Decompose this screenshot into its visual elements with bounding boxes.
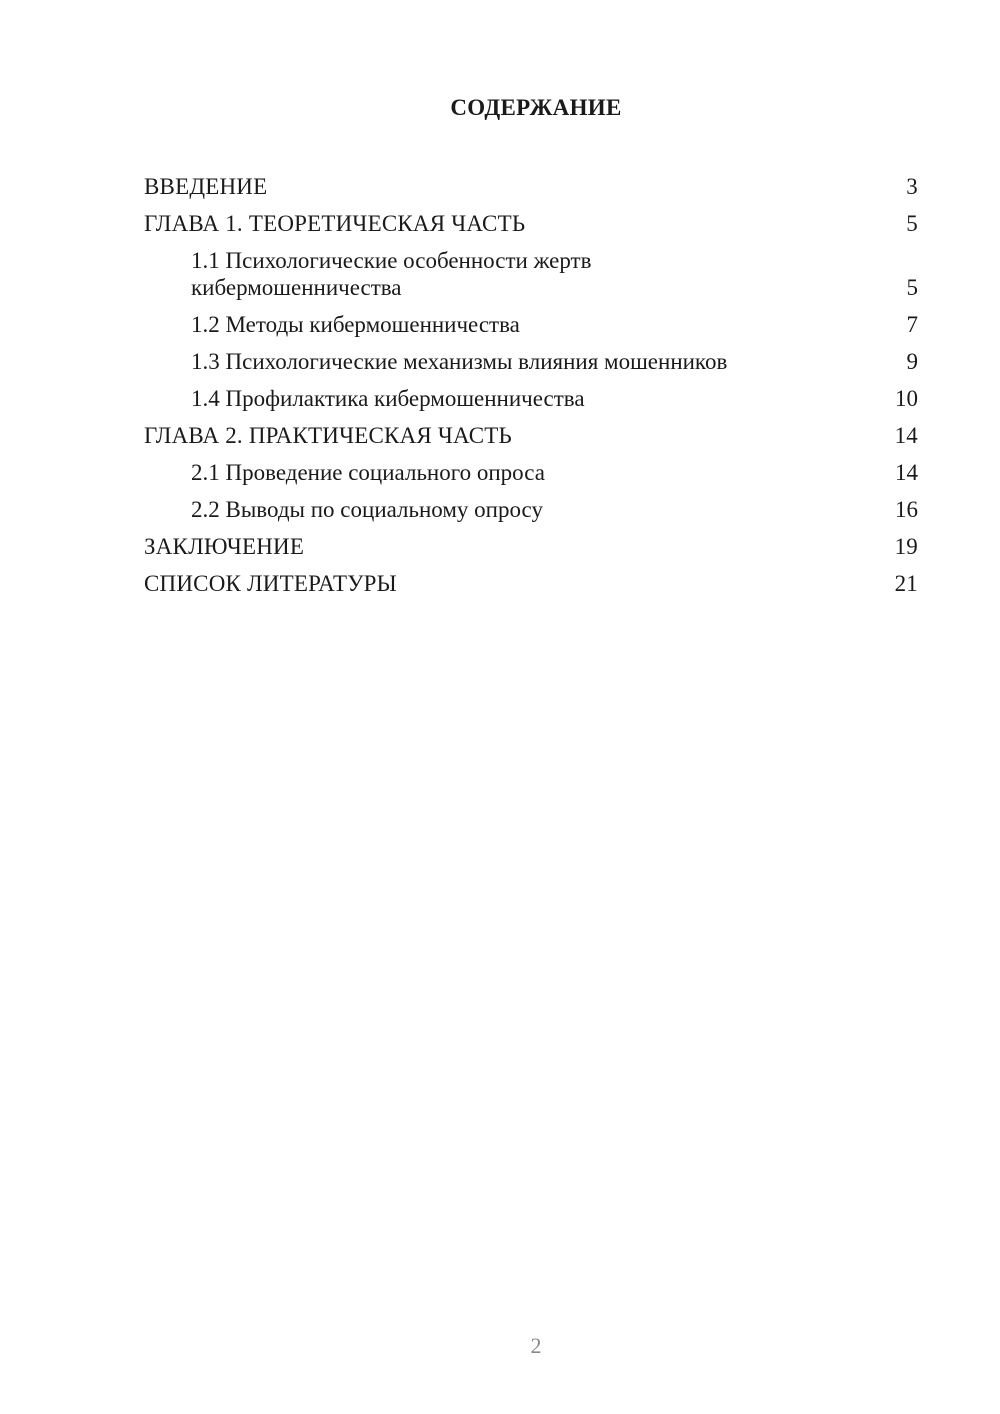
toc-entry-section-1-2[interactable]: [144, 306, 918, 343]
toc-entry-references[interactable]: [144, 565, 918, 602]
toc-heading: СОДЕРЖАНИЕ: [450, 95, 622, 120]
toc-entry-introduction[interactable]: [144, 168, 918, 205]
toc-entry-page: 7: [906, 312, 918, 337]
toc-entry-title: 1.2 Методы кибермошенничества: [191, 312, 520, 337]
toc-entry-section-1-1[interactable]: [144, 242, 918, 306]
toc-entry-page: 5: [906, 275, 918, 300]
toc-entry-chapter-1[interactable]: [144, 205, 918, 242]
toc-entry-conclusion[interactable]: [144, 528, 918, 565]
toc-entry-page: 5: [906, 211, 918, 236]
toc-entry-section-2-1[interactable]: [144, 454, 918, 491]
table-of-contents: [144, 168, 918, 602]
toc-entry-title: 2.2 Выводы по социальному опросу: [191, 497, 543, 522]
toc-entry-page: 3: [906, 174, 918, 199]
toc-entry-title: 1.4 Профилактика кибермошенничества: [191, 386, 585, 411]
toc-entry-section-1-4[interactable]: [144, 380, 918, 417]
toc-entry-title: ЗАКЛЮЧЕНИЕ: [144, 534, 305, 559]
page-number: 2: [530, 1333, 542, 1358]
toc-entry-page: 14: [894, 423, 918, 448]
toc-entry-title: 2.1 Проведение социального опроса: [191, 460, 545, 485]
toc-entry-section-2-2[interactable]: [144, 491, 918, 528]
toc-entry-page: 16: [895, 497, 918, 522]
toc-entry-page: 19: [894, 534, 918, 559]
toc-entry-page: 10: [895, 386, 918, 411]
toc-entry-page: 9: [906, 349, 918, 374]
toc-entry-title: 1.1 Психологические особенности жертв кибермошенничества: [191, 248, 592, 300]
toc-entry-section-1-3[interactable]: [144, 343, 918, 380]
toc-entry-title: 1.3 Психологические механизмы влияния мошенников: [191, 349, 728, 374]
toc-entry-title: СПИСОК ЛИТЕРАТУРЫ: [144, 571, 397, 596]
toc-entry-title: ГЛАВА 1. ТЕОРЕТИЧЕСКАЯ ЧАСТЬ: [144, 211, 526, 236]
toc-entry-title: ГЛАВА 2. ПРАКТИЧЕСКАЯ ЧАСТЬ: [144, 423, 512, 448]
toc-entry-page: 21: [894, 571, 918, 596]
toc-entry-chapter-2[interactable]: [144, 417, 918, 454]
toc-entry-title: ВВЕДЕНИЕ: [144, 174, 268, 199]
toc-entry-page: 14: [895, 460, 918, 485]
